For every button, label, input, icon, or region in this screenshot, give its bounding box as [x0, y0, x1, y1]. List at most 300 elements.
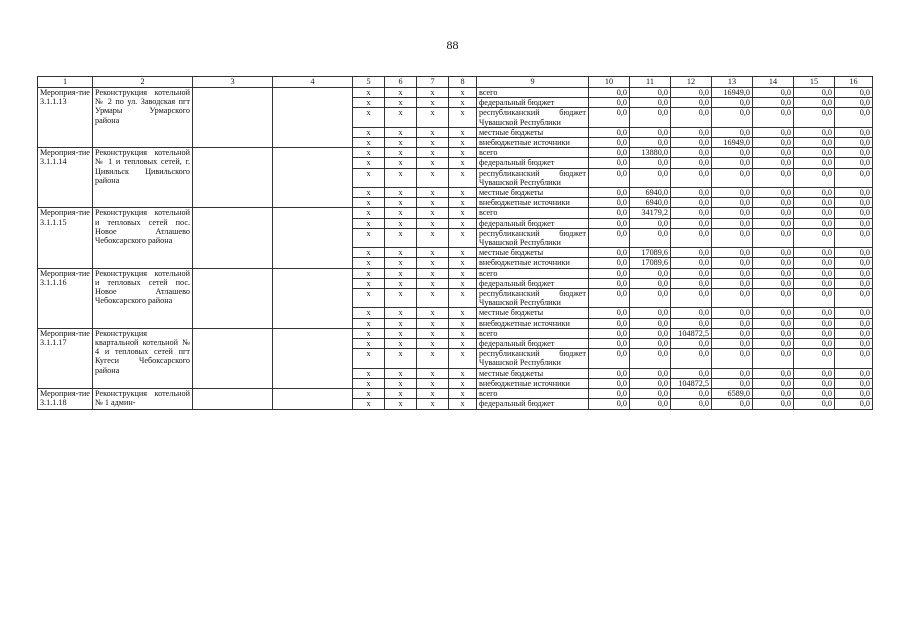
amount-cell: 0,0 — [835, 158, 873, 168]
amount-cell: 0,0 — [671, 368, 712, 378]
x-mark-cell: x — [417, 328, 449, 338]
amount-cell: 0,0 — [835, 368, 873, 378]
x-mark-cell: x — [449, 208, 477, 218]
amount-cell: 0,0 — [835, 138, 873, 148]
amount-cell: 0,0 — [671, 258, 712, 268]
amount-cell: 0,0 — [794, 258, 835, 268]
amount-cell: 0,0 — [630, 127, 671, 137]
amount-cell: 0,0 — [835, 248, 873, 258]
x-mark-cell: x — [385, 98, 417, 108]
column-header: 15 — [794, 77, 835, 88]
amount-cell: 0,0 — [671, 389, 712, 399]
amount-cell: 0,0 — [630, 108, 671, 127]
funding-source: всего — [477, 88, 589, 98]
amount-cell: 0,0 — [753, 188, 794, 198]
amount-cell: 0,0 — [753, 339, 794, 349]
funding-source: федеральный бюджет — [477, 339, 589, 349]
column-header: 14 — [753, 77, 794, 88]
amount-cell: 0,0 — [630, 318, 671, 328]
x-mark-cell: x — [449, 378, 477, 388]
amount-cell: 0,0 — [712, 198, 753, 208]
measure-code: Мероприя-тие 3.1.1.14 — [38, 148, 93, 208]
amount-cell: 0,0 — [835, 198, 873, 208]
amount-cell: 0,0 — [753, 228, 794, 247]
amount-cell: 0,0 — [835, 218, 873, 228]
x-mark-cell: x — [449, 399, 477, 409]
amount-cell: 0,0 — [794, 218, 835, 228]
x-mark-cell: x — [385, 88, 417, 98]
amount-cell: 0,0 — [794, 98, 835, 108]
x-mark-cell: x — [353, 378, 385, 388]
x-mark-cell: x — [449, 278, 477, 288]
x-mark-cell: x — [385, 127, 417, 137]
amount-cell: 0,0 — [712, 248, 753, 258]
amount-cell: 0,0 — [835, 399, 873, 409]
amount-cell: 0,0 — [589, 168, 630, 187]
x-mark-cell: x — [417, 218, 449, 228]
empty-cell — [273, 389, 353, 409]
x-mark-cell: x — [417, 98, 449, 108]
amount-cell: 0,0 — [630, 228, 671, 247]
x-mark-cell: x — [385, 318, 417, 328]
amount-cell: 0,0 — [671, 108, 712, 127]
amount-cell: 0,0 — [589, 138, 630, 148]
x-mark-cell: x — [353, 258, 385, 268]
amount-cell: 0,0 — [753, 289, 794, 308]
x-mark-cell: x — [385, 328, 417, 338]
column-header: 1 — [38, 77, 93, 88]
amount-cell: 104872,5 — [671, 328, 712, 338]
x-mark-cell: x — [417, 378, 449, 388]
measure-name: Реконструкция котельной и тепловых сетей пос. Новое Атлашево Чебоксарского района — [93, 268, 193, 328]
page-number: 88 — [446, 38, 459, 52]
amount-cell: 0,0 — [671, 208, 712, 218]
amount-cell: 0,0 — [753, 308, 794, 318]
amount-cell: 0,0 — [589, 208, 630, 218]
amount-cell: 0,0 — [589, 339, 630, 349]
amount-cell: 0,0 — [630, 168, 671, 187]
x-mark-cell: x — [385, 349, 417, 368]
amount-cell: 0,0 — [589, 248, 630, 258]
amount-cell: 0,0 — [835, 188, 873, 198]
x-mark-cell: x — [353, 248, 385, 258]
measure-code: Мероприя-тие 3.1.1.15 — [38, 208, 93, 268]
amount-cell: 0,0 — [794, 158, 835, 168]
amount-cell: 0,0 — [712, 258, 753, 268]
table-row — [38, 268, 873, 278]
amount-cell: 0,0 — [753, 148, 794, 158]
amount-cell: 0,0 — [589, 318, 630, 328]
amount-cell: 0,0 — [753, 127, 794, 137]
amount-cell: 0,0 — [712, 328, 753, 338]
amount-cell: 0,0 — [835, 318, 873, 328]
amount-cell: 0,0 — [794, 127, 835, 137]
amount-cell: 0,0 — [753, 218, 794, 228]
funding-source: всего — [477, 268, 589, 278]
x-mark-cell: x — [385, 389, 417, 399]
amount-cell: 0,0 — [753, 198, 794, 208]
column-header: 12 — [671, 77, 712, 88]
x-mark-cell: x — [417, 88, 449, 98]
budget-table — [37, 76, 873, 410]
x-mark-cell: x — [353, 108, 385, 127]
x-mark-cell: x — [353, 318, 385, 328]
amount-cell: 0,0 — [835, 148, 873, 158]
x-mark-cell: x — [385, 158, 417, 168]
empty-cell — [273, 208, 353, 268]
amount-cell: 0,0 — [753, 278, 794, 288]
amount-cell: 0,0 — [630, 98, 671, 108]
x-mark-cell: x — [353, 88, 385, 98]
x-mark-cell: x — [449, 218, 477, 228]
amount-cell: 0,0 — [712, 318, 753, 328]
empty-cell — [193, 208, 273, 268]
x-mark-cell: x — [417, 258, 449, 268]
amount-cell: 0,0 — [671, 399, 712, 409]
funding-source: местные бюджеты — [477, 248, 589, 258]
amount-cell: 0,0 — [835, 88, 873, 98]
amount-cell: 0,0 — [712, 228, 753, 247]
funding-source: местные бюджеты — [477, 188, 589, 198]
amount-cell: 0,0 — [835, 258, 873, 268]
table-row — [38, 208, 873, 218]
amount-cell: 0,0 — [753, 168, 794, 187]
amount-cell: 0,0 — [630, 389, 671, 399]
amount-cell: 0,0 — [794, 208, 835, 218]
x-mark-cell: x — [449, 98, 477, 108]
funding-source: местные бюджеты — [477, 368, 589, 378]
x-mark-cell: x — [385, 339, 417, 349]
amount-cell: 0,0 — [753, 378, 794, 388]
amount-cell: 0,0 — [589, 108, 630, 127]
amount-cell: 0,0 — [589, 158, 630, 168]
amount-cell: 0,0 — [794, 389, 835, 399]
amount-cell: 0,0 — [835, 127, 873, 137]
amount-cell: 0,0 — [794, 88, 835, 98]
amount-cell: 0,0 — [835, 308, 873, 318]
amount-cell: 0,0 — [630, 88, 671, 98]
amount-cell: 0,0 — [753, 389, 794, 399]
x-mark-cell: x — [417, 248, 449, 258]
amount-cell: 0,0 — [794, 378, 835, 388]
amount-cell: 0,0 — [671, 188, 712, 198]
amount-cell: 0,0 — [712, 268, 753, 278]
empty-cell — [273, 88, 353, 148]
amount-cell: 0,0 — [671, 218, 712, 228]
x-mark-cell: x — [353, 158, 385, 168]
amount-cell: 0,0 — [630, 328, 671, 338]
table-row — [38, 389, 873, 399]
amount-cell: 6940,0 — [630, 188, 671, 198]
amount-cell: 0,0 — [589, 198, 630, 208]
amount-cell: 0,0 — [835, 108, 873, 127]
amount-cell: 0,0 — [835, 339, 873, 349]
measure-name: Реконструкция котельной и тепловых сетей пос. Новое Атлашево Чебоксарского района — [93, 208, 193, 268]
column-header: 10 — [589, 77, 630, 88]
amount-cell: 0,0 — [589, 188, 630, 198]
x-mark-cell: x — [353, 188, 385, 198]
amount-cell: 0,0 — [589, 148, 630, 158]
amount-cell: 6940,0 — [630, 198, 671, 208]
amount-cell: 0,0 — [671, 158, 712, 168]
column-header: 9 — [477, 77, 589, 88]
column-header: 8 — [449, 77, 477, 88]
funding-source: всего — [477, 148, 589, 158]
amount-cell: 0,0 — [589, 88, 630, 98]
column-header: 11 — [630, 77, 671, 88]
amount-cell: 0,0 — [630, 218, 671, 228]
amount-cell: 0,0 — [753, 328, 794, 338]
x-mark-cell: x — [449, 88, 477, 98]
x-mark-cell: x — [353, 399, 385, 409]
empty-cell — [193, 389, 273, 409]
x-mark-cell: x — [353, 339, 385, 349]
amount-cell: 0,0 — [671, 168, 712, 187]
funding-source: республиканский бюджет Чувашской Республики — [477, 108, 589, 127]
amount-cell: 0,0 — [794, 328, 835, 338]
x-mark-cell: x — [385, 368, 417, 378]
x-mark-cell: x — [449, 258, 477, 268]
amount-cell: 13880,0 — [630, 148, 671, 158]
amount-cell: 0,0 — [589, 218, 630, 228]
x-mark-cell: x — [385, 228, 417, 247]
x-mark-cell: x — [353, 198, 385, 208]
x-mark-cell: x — [417, 228, 449, 247]
funding-source: республиканский бюджет Чувашской Республики — [477, 228, 589, 247]
amount-cell: 0,0 — [794, 268, 835, 278]
funding-source: республиканский бюджет Чувашской Республики — [477, 168, 589, 187]
funding-source: всего — [477, 328, 589, 338]
amount-cell: 0,0 — [753, 108, 794, 127]
x-mark-cell: x — [449, 108, 477, 127]
measure-name: Реконструкция квартальной котельной № 4 и тепловых сетей пгт Кугеси Чебоксарского района — [93, 328, 193, 388]
amount-cell: 0,0 — [835, 389, 873, 399]
x-mark-cell: x — [385, 278, 417, 288]
x-mark-cell: x — [449, 328, 477, 338]
amount-cell: 0,0 — [712, 308, 753, 318]
column-header: 16 — [835, 77, 873, 88]
amount-cell: 0,0 — [753, 158, 794, 168]
x-mark-cell: x — [385, 248, 417, 258]
x-mark-cell: x — [385, 258, 417, 268]
amount-cell: 0,0 — [712, 148, 753, 158]
amount-cell: 0,0 — [712, 339, 753, 349]
table-row — [38, 328, 873, 338]
funding-source: внебюджетные источники — [477, 138, 589, 148]
amount-cell: 104872,5 — [671, 378, 712, 388]
x-mark-cell: x — [353, 328, 385, 338]
funding-source: всего — [477, 208, 589, 218]
funding-source: внебюджетные источники — [477, 258, 589, 268]
column-header: 13 — [712, 77, 753, 88]
x-mark-cell: x — [449, 349, 477, 368]
x-mark-cell: x — [449, 168, 477, 187]
amount-cell: 0,0 — [671, 308, 712, 318]
table-row — [38, 148, 873, 158]
amount-cell: 0,0 — [589, 378, 630, 388]
amount-cell: 0,0 — [589, 399, 630, 409]
amount-cell: 0,0 — [794, 289, 835, 308]
amount-cell: 0,0 — [671, 138, 712, 148]
column-header: 2 — [93, 77, 193, 88]
empty-cell — [273, 328, 353, 388]
amount-cell: 0,0 — [835, 378, 873, 388]
amount-cell: 0,0 — [794, 318, 835, 328]
x-mark-cell: x — [449, 248, 477, 258]
amount-cell: 0,0 — [630, 399, 671, 409]
amount-cell: 0,0 — [671, 289, 712, 308]
measure-code: Мероприя-тие 3.1.1.16 — [38, 268, 93, 328]
x-mark-cell: x — [353, 208, 385, 218]
empty-cell — [193, 328, 273, 388]
amount-cell: 0,0 — [835, 228, 873, 247]
amount-cell: 0,0 — [753, 368, 794, 378]
x-mark-cell: x — [353, 268, 385, 278]
x-mark-cell: x — [385, 198, 417, 208]
amount-cell: 0,0 — [753, 88, 794, 98]
amount-cell: 0,0 — [753, 208, 794, 218]
amount-cell: 0,0 — [630, 268, 671, 278]
x-mark-cell: x — [353, 389, 385, 399]
x-mark-cell: x — [417, 308, 449, 318]
x-mark-cell: x — [417, 339, 449, 349]
amount-cell: 0,0 — [589, 258, 630, 268]
x-mark-cell: x — [353, 138, 385, 148]
x-mark-cell: x — [385, 108, 417, 127]
amount-cell: 0,0 — [712, 278, 753, 288]
amount-cell: 0,0 — [835, 289, 873, 308]
empty-cell — [193, 148, 273, 208]
amount-cell: 0,0 — [589, 368, 630, 378]
x-mark-cell: x — [449, 198, 477, 208]
empty-cell — [273, 268, 353, 328]
x-mark-cell: x — [417, 168, 449, 187]
amount-cell: 0,0 — [794, 188, 835, 198]
x-mark-cell: x — [385, 168, 417, 187]
amount-cell: 0,0 — [589, 389, 630, 399]
x-mark-cell: x — [385, 208, 417, 218]
x-mark-cell: x — [449, 138, 477, 148]
amount-cell: 0,0 — [589, 289, 630, 308]
x-mark-cell: x — [417, 349, 449, 368]
amount-cell: 0,0 — [589, 278, 630, 288]
amount-cell: 0,0 — [753, 318, 794, 328]
amount-cell: 0,0 — [630, 349, 671, 368]
empty-cell — [273, 148, 353, 208]
x-mark-cell: x — [417, 278, 449, 288]
x-mark-cell: x — [417, 368, 449, 378]
amount-cell: 0,0 — [712, 158, 753, 168]
amount-cell: 0,0 — [712, 289, 753, 308]
x-mark-cell: x — [417, 208, 449, 218]
x-mark-cell: x — [353, 168, 385, 187]
measure-code: Мероприя-тие 3.1.1.13 — [38, 88, 93, 148]
empty-cell — [193, 268, 273, 328]
amount-cell: 0,0 — [589, 98, 630, 108]
x-mark-cell: x — [353, 278, 385, 288]
amount-cell: 0,0 — [671, 228, 712, 247]
amount-cell: 17089,6 — [630, 248, 671, 258]
amount-cell: 16949,0 — [712, 88, 753, 98]
funding-source: федеральный бюджет — [477, 218, 589, 228]
measure-code: Мероприя-тие 3.1.1.18 — [38, 389, 93, 409]
x-mark-cell: x — [449, 389, 477, 399]
amount-cell: 0,0 — [712, 399, 753, 409]
x-mark-cell: x — [417, 158, 449, 168]
amount-cell: 0,0 — [753, 399, 794, 409]
amount-cell: 0,0 — [794, 248, 835, 258]
amount-cell: 0,0 — [630, 158, 671, 168]
amount-cell: 0,0 — [630, 339, 671, 349]
amount-cell: 0,0 — [835, 328, 873, 338]
amount-cell: 0,0 — [835, 208, 873, 218]
funding-source: республиканский бюджет Чувашской Республики — [477, 289, 589, 308]
amount-cell: 0,0 — [630, 278, 671, 288]
x-mark-cell: x — [417, 148, 449, 158]
amount-cell: 0,0 — [671, 248, 712, 258]
amount-cell: 0,0 — [794, 108, 835, 127]
amount-cell: 0,0 — [630, 378, 671, 388]
amount-cell: 0,0 — [671, 339, 712, 349]
funding-source: федеральный бюджет — [477, 278, 589, 288]
amount-cell: 0,0 — [794, 278, 835, 288]
funding-source: внебюджетные источники — [477, 378, 589, 388]
amount-cell: 0,0 — [835, 268, 873, 278]
x-mark-cell: x — [417, 127, 449, 137]
x-mark-cell: x — [353, 127, 385, 137]
x-mark-cell: x — [417, 188, 449, 198]
amount-cell: 0,0 — [671, 127, 712, 137]
amount-cell: 0,0 — [712, 127, 753, 137]
funding-source: республиканский бюджет Чувашской Республики — [477, 349, 589, 368]
amount-cell: 0,0 — [712, 218, 753, 228]
x-mark-cell: x — [353, 218, 385, 228]
x-mark-cell: x — [385, 148, 417, 158]
amount-cell: 0,0 — [589, 127, 630, 137]
amount-cell: 0,0 — [794, 148, 835, 158]
x-mark-cell: x — [417, 289, 449, 308]
x-mark-cell: x — [449, 339, 477, 349]
amount-cell: 0,0 — [794, 368, 835, 378]
column-header: 7 — [417, 77, 449, 88]
amount-cell: 0,0 — [671, 278, 712, 288]
amount-cell: 0,0 — [712, 208, 753, 218]
amount-cell: 0,0 — [630, 289, 671, 308]
funding-source: местные бюджеты — [477, 127, 589, 137]
x-mark-cell: x — [449, 268, 477, 278]
x-mark-cell: x — [449, 368, 477, 378]
empty-cell — [193, 88, 273, 148]
x-mark-cell: x — [449, 289, 477, 308]
funding-source: местные бюджеты — [477, 308, 589, 318]
x-mark-cell: x — [353, 289, 385, 308]
amount-cell: 0,0 — [671, 318, 712, 328]
x-mark-cell: x — [353, 228, 385, 247]
x-mark-cell: x — [353, 368, 385, 378]
amount-cell: 0,0 — [712, 188, 753, 198]
amount-cell: 0,0 — [753, 258, 794, 268]
amount-cell: 0,0 — [712, 378, 753, 388]
funding-source: внебюджетные источники — [477, 318, 589, 328]
amount-cell: 0,0 — [712, 98, 753, 108]
column-header: 4 — [273, 77, 353, 88]
amount-cell: 0,0 — [630, 138, 671, 148]
amount-cell: 6589,0 — [712, 389, 753, 399]
amount-cell: 0,0 — [589, 228, 630, 247]
funding-source: всего — [477, 389, 589, 399]
amount-cell: 0,0 — [794, 399, 835, 409]
amount-cell: 0,0 — [794, 308, 835, 318]
